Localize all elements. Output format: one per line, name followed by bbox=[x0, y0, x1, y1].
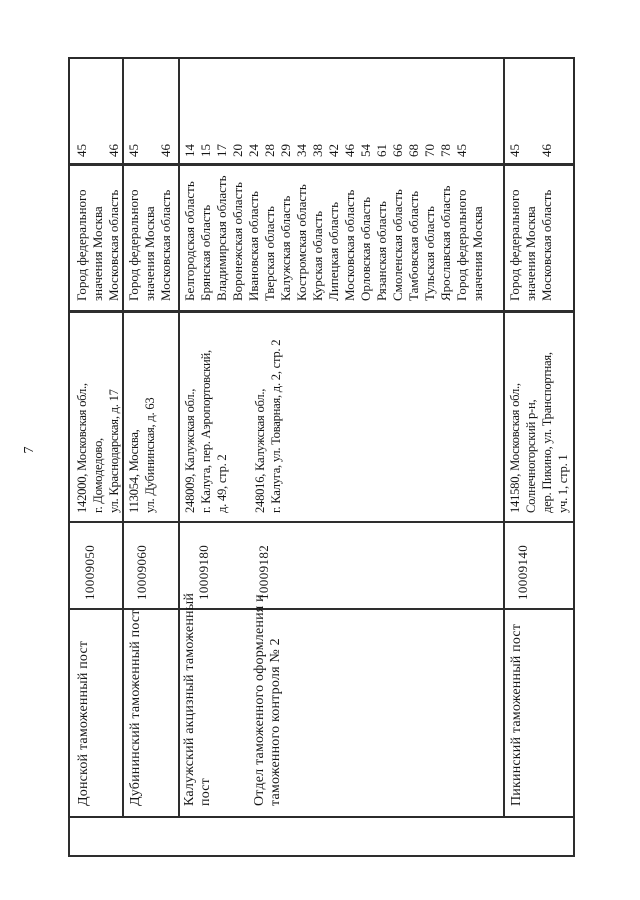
region-line: Тульская область bbox=[422, 206, 437, 301]
region-line: значения Москва bbox=[470, 206, 485, 301]
post-code: 10009182 bbox=[256, 544, 271, 600]
region-number: 46 bbox=[342, 144, 357, 157]
region-line: Владимирская область bbox=[214, 175, 229, 301]
region-line: Белгородская область bbox=[182, 181, 197, 301]
region-number bbox=[523, 59, 539, 157]
region-number: 54 bbox=[358, 144, 373, 157]
post-name-cell bbox=[122, 610, 178, 816]
region-line: Смоленская область bbox=[390, 189, 405, 301]
region-line: Курская область bbox=[310, 210, 325, 301]
region-number bbox=[142, 59, 158, 157]
post-name-line: таможенного контроля № 2 bbox=[268, 638, 283, 806]
post-name-line: Пикинский таможенный пост bbox=[509, 623, 524, 806]
region-line: Костромская область bbox=[294, 184, 309, 301]
region-numbers-cell bbox=[70, 59, 122, 163]
post-name-line: пост bbox=[198, 778, 213, 806]
region-number: 24 bbox=[246, 144, 261, 157]
post-name-line: Дубининский таможенный пост bbox=[128, 609, 143, 806]
region-number: 45 bbox=[454, 144, 469, 157]
address-line: г. Калуга, ул. Товарная, д. 2, стр. 2 bbox=[269, 339, 283, 513]
region-line: значения Москва bbox=[142, 206, 157, 301]
region-line: Тамбовская область bbox=[406, 190, 421, 301]
address-line: ул. Дубининская, д. 63 bbox=[143, 397, 157, 513]
region-number: 46 bbox=[539, 144, 554, 157]
post-code-cell-double bbox=[178, 523, 503, 608]
region-number: 38 bbox=[310, 144, 325, 157]
region-number: 28 bbox=[262, 144, 277, 157]
post-address-block bbox=[252, 340, 284, 513]
page-number: 7 bbox=[22, 446, 37, 454]
post-name-cell bbox=[70, 610, 122, 816]
regions-cell bbox=[122, 166, 178, 310]
region-number: 20 bbox=[230, 144, 245, 157]
post-name-line: Донской таможенный пост bbox=[76, 640, 91, 806]
post-code-cell bbox=[122, 523, 178, 608]
region-line: Липецкая область bbox=[326, 201, 341, 301]
address-line: г. Калуга, пер. Аэропортовский, bbox=[199, 350, 213, 513]
post-code: 10009140 bbox=[515, 544, 530, 600]
region-number bbox=[90, 59, 106, 157]
address-line: дер. Пикино, ул. Транспортная, bbox=[540, 352, 554, 513]
region-line: значения Москва bbox=[90, 206, 105, 301]
region-number: 70 bbox=[422, 144, 437, 157]
region-number: 45 bbox=[126, 144, 141, 157]
region-line: Рязанская область bbox=[374, 201, 389, 301]
region-line: Орловская область bbox=[358, 196, 373, 301]
region-number: 46 bbox=[158, 144, 173, 157]
region-line: Московская область bbox=[342, 189, 357, 301]
post-address-cell bbox=[503, 313, 573, 521]
address-line: 113054, Москва, bbox=[127, 429, 141, 513]
post-code: 10009060 bbox=[134, 544, 149, 600]
region-line: Тверская область bbox=[262, 206, 277, 301]
region-number: 15 bbox=[198, 144, 213, 157]
regions-cell bbox=[503, 166, 573, 310]
region-number bbox=[470, 59, 486, 157]
region-line: Ярославская область bbox=[438, 185, 453, 301]
address-line: д. 49, стр. 2 bbox=[215, 454, 229, 513]
post-name-block bbox=[182, 593, 214, 806]
address-line: 141580, Московская обл., bbox=[508, 383, 522, 513]
region-line: Город федерального bbox=[454, 189, 469, 301]
post-address-cell bbox=[70, 313, 122, 521]
region-number: 45 bbox=[74, 144, 89, 157]
post-name-cell bbox=[503, 610, 573, 816]
region-number: 45 bbox=[507, 144, 522, 157]
post-address-cell bbox=[122, 313, 178, 521]
region-numbers-cell-merged bbox=[178, 59, 503, 163]
post-name-cell-double bbox=[178, 592, 503, 816]
region-line: Ивановская область bbox=[246, 191, 261, 301]
region-line: значения Москва bbox=[523, 206, 538, 301]
post-code: 10009180 bbox=[196, 544, 211, 600]
region-number: 17 bbox=[214, 144, 229, 157]
address-line: г. Домодедово, bbox=[91, 438, 105, 513]
region-numbers-cell bbox=[503, 59, 573, 163]
post-address-block bbox=[182, 350, 230, 513]
post-address-cell-double bbox=[178, 313, 503, 521]
region-line: Брянская область bbox=[198, 204, 213, 301]
region-line: Московская область bbox=[158, 189, 173, 301]
post-code: 10009050 bbox=[82, 544, 97, 600]
post-name-line: Калужский акцизный таможенный bbox=[182, 592, 197, 806]
region-number: 68 bbox=[406, 144, 421, 157]
address-line: Солнечногорский р-н, bbox=[524, 399, 538, 513]
region-numbers-cell bbox=[122, 59, 178, 163]
region-line: Московская область bbox=[539, 189, 554, 301]
region-number: 34 bbox=[294, 144, 309, 157]
regions-cell bbox=[70, 166, 122, 310]
region-number: 29 bbox=[278, 144, 293, 157]
region-line: Город федерального bbox=[74, 189, 89, 301]
region-line: Московская область bbox=[106, 189, 121, 301]
address-line: уч. 1, стр. 1 bbox=[556, 454, 570, 513]
region-number: 61 bbox=[374, 144, 389, 157]
address-line: 142000, Московская обл., bbox=[75, 383, 89, 513]
address-line: ул. Краснодарская, д. 17 bbox=[107, 389, 121, 513]
address-line: 248016, Калужская обл., bbox=[253, 388, 267, 513]
regions-cell-merged bbox=[178, 166, 503, 310]
post-code-cell bbox=[70, 523, 122, 608]
address-line: 248009, Калужская обл., bbox=[183, 388, 197, 513]
region-line: Воронежская область bbox=[230, 182, 245, 301]
region-line: Калужская область bbox=[278, 195, 293, 301]
post-name-block bbox=[252, 594, 284, 806]
customs-posts-table bbox=[68, 57, 575, 818]
region-line: Город федерального bbox=[507, 189, 522, 301]
region-number: 78 bbox=[438, 144, 453, 157]
post-code-cell bbox=[503, 523, 573, 608]
region-number: 14 bbox=[182, 144, 197, 157]
region-number: 46 bbox=[106, 144, 121, 157]
post-name-line: Отдел таможенного оформления и bbox=[252, 594, 267, 806]
region-number: 66 bbox=[390, 144, 405, 157]
region-number: 42 bbox=[326, 144, 341, 157]
region-line: Город федерального bbox=[126, 189, 141, 301]
